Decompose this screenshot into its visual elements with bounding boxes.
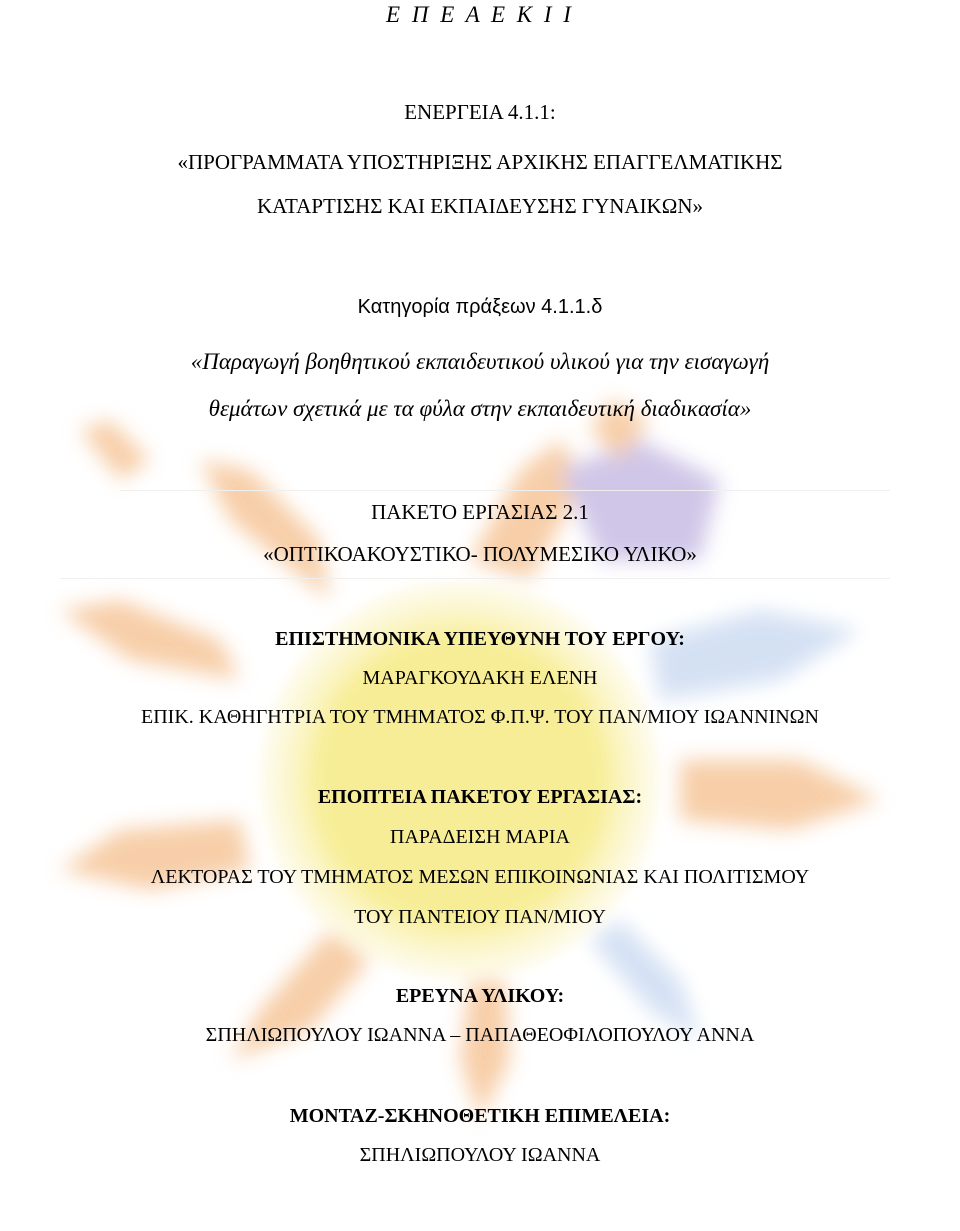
supervision-heading: ΕΠΟΠΤΕΙΑ ΠΑΚΕΤΟΥ ΕΡΓΑΣΙΑΣ: — [317, 786, 643, 808]
supervision-position-line-2: ΤΟΥ ΠΑΝΤΕΙΟΥ ΠΑΝ/ΜΙΟΥ — [354, 906, 606, 928]
category-title-line-1: «Παραγωγή βοηθητικού εκπαιδευτικού υλικού για την εισαγωγή — [190, 349, 770, 374]
research-heading: ΕΡΕΥΝΑ ΥΛΙΚΟΥ: — [395, 985, 565, 1007]
supervision-position-line-1: ΛΕΚΤΟΡΑΣ ΤΟΥ ΤΜΗΜΑΤΟΣ ΜΕΣΩΝ ΕΠΙΚΟΙΝΩΝΙΑΣ ΚΑΙ ΠΟΛΙΤΙΣΜΟΥ — [150, 866, 810, 888]
category-label: Κατηγορία πράξεων 4.1.1.δ — [357, 296, 603, 318]
action-name-line-1: «ΠΡΟΓΡΑΜΜΑΤΑ ΥΠΟΣΤΗΡΙΞΗΣ ΑΡΧΙΚΗΣ ΕΠΑΓΓΕΛΜΑΤΙΚΗΣ — [177, 150, 783, 174]
scientific-lead-position: ΕΠΙΚ. ΚΑΘΗΓΗΤΡΙΑ ΤΟΥ ΤΜΗΜΑΤΟΣ Φ.Π.Ψ. ΤΟΥ ΠΑΝ/ΜΙΟΥ ΙΩΑΝΝΙΝΩΝ — [141, 706, 819, 728]
divider-top — [120, 490, 890, 491]
editing-name: ΣΠΗΛΙΩΠΟΥΛΟΥ ΙΩΑΝΝΑ — [359, 1144, 601, 1166]
work-package-title: «ΟΠΤΙΚΟΑΚΟΥΣΤΙΚΟ- ΠΟΛΥΜΕΣΙΚΟ ΥΛΙΚΟ» — [263, 542, 697, 566]
editing-heading: ΜΟΝΤΑΖ-ΣΚΗΝΟΘΕΤΙΚΗ ΕΠΙΜΕΛΕΙΑ: — [289, 1105, 671, 1127]
action-name-line-2: ΚΑΤΑΡΤΙΣΗΣ ΚΑΙ ΕΚΠΑΙΔΕΥΣΗΣ ΓΥΝΑΙΚΩΝ» — [256, 194, 703, 218]
program-code: Ε Π Ε Α Ε Κ Ι Ι — [386, 2, 574, 27]
research-names: ΣΠΗΛΙΩΠΟΥΛΟΥ ΙΩΑΝΝΑ – ΠΑΠΑΘΕΟΦΙΛΟΠΟΥΛΟΥ ΑΝΝΑ — [205, 1024, 755, 1046]
divider-bottom — [60, 578, 890, 579]
supervision-name: ΠΑΡΑΔΕΙΣΗ ΜΑΡΙΑ — [390, 826, 570, 848]
scientific-lead-name: ΜΑΡΑΓΚΟΥΔΑΚΗ ΕΛΕΝΗ — [362, 667, 598, 689]
work-package-label: ΠΑΚΕΤΟ ΕΡΓΑΣΙΑΣ 2.1 — [371, 500, 589, 524]
action-title: ΕΝΕΡΓΕΙΑ 4.1.1: — [404, 100, 556, 124]
category-title-line-2: θεμάτων σχετικά με τα φύλα στην εκπαιδευτική διαδικασία» — [208, 396, 752, 421]
scientific-lead-heading: ΕΠΙΣΤΗΜΟΝΙΚΑ ΥΠΕΥΘΥΝΗ ΤΟΥ ΕΡΓΟΥ: — [275, 628, 685, 650]
